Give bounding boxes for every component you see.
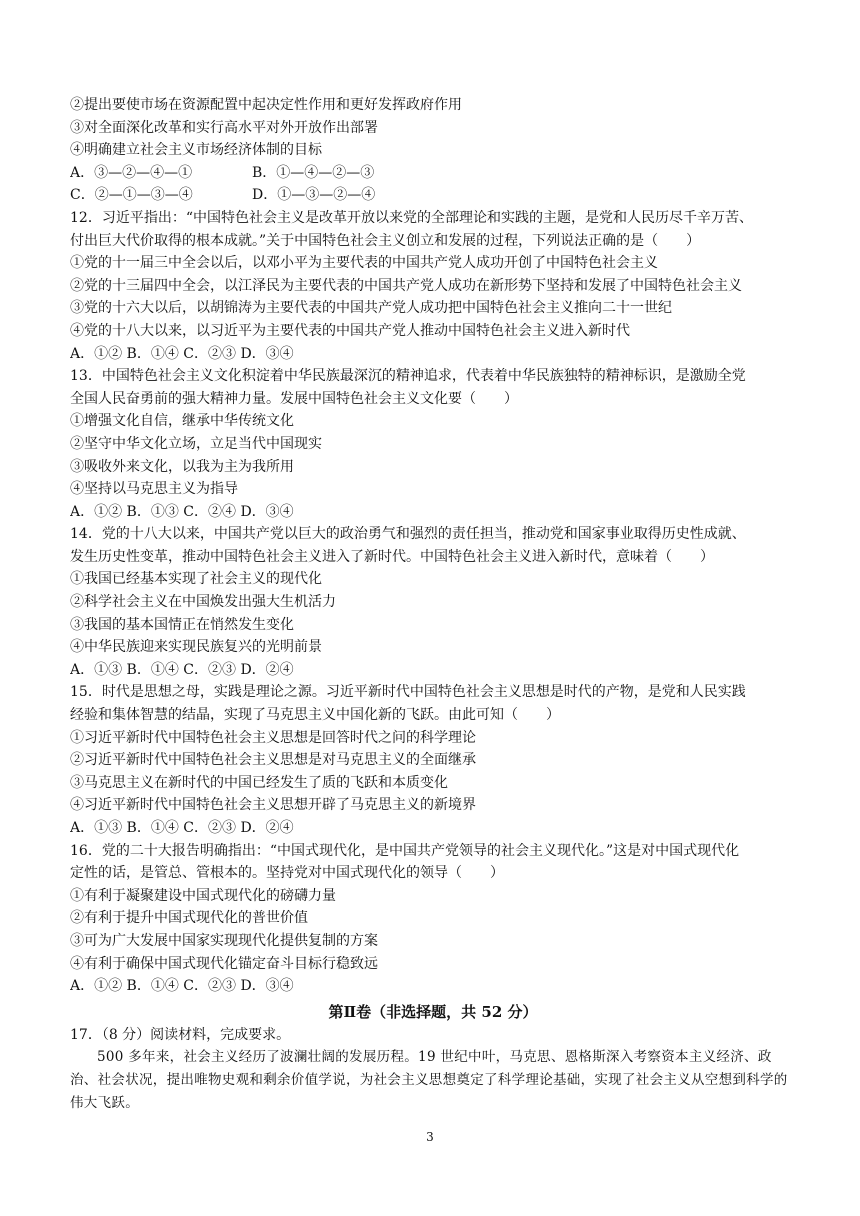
q15-item-4: ④习近平新时代中国特色社会主义思想开辟了马克思主义的新境界 <box>70 797 476 814</box>
q16-item-1: ①有利于凝聚建设中国式现代化的磅礴力量 <box>70 887 336 904</box>
q12-stem-line-2: 付出巨大代价取得的根本成就。”关于中国特色社会主义创立和发展的过程，下列说法正确的是（ ） <box>70 232 701 249</box>
q11-options-row-1 <box>70 162 796 185</box>
q15-stem-line-1: 15．时代是思想之母，实践是理论之源。习近平新时代中国特色社会主义思想是时代的产物，是党和人民实践 <box>70 684 746 701</box>
q14-item-4: ④中华民族迎来实现民族复兴的光明前景 <box>70 639 322 656</box>
q13-item-1: ①增强文化自信，继承中华传统文化 <box>70 413 294 430</box>
q11-item-3: ③对全面深化改革和实行高水平对外开放作出部署 <box>70 119 378 136</box>
q14-item-3: ③我国的基本国情正在悄然发生变化 <box>70 616 294 633</box>
q16-stem-line-1: 16．党的二十大报告明确指出：“中国式现代化，是中国共产党领导的社会主义现代化。”这是对中国式现代化 <box>70 842 740 859</box>
q14-item-1: ①我国已经基本实现了社会主义的现代化 <box>70 571 322 588</box>
q13-stem-line-1: 13．中国特色社会主义文化积淀着中华民族最深沉的精神追求，代表着中华民族独特的精神标识，是激励全党 <box>70 368 746 385</box>
q17-material-paragraph: 500 多年来，社会主义经历了波澜壮阔的发展历程。19 世纪中叶，马克思、恩格斯深入考察资本主义经济、政治、社会状况，提出唯物史观和剩余价值学说，为社会主义思想奠定了科学理论基础，实现了社会主义从空想到科学的伟大飞跃。 <box>70 1049 788 1112</box>
q16-item-4: ④有利于确保中国式现代化锚定奋斗目标行稳致远 <box>70 955 378 972</box>
q13-item-2: ②坚守中华文化立场，立足当代中国现实 <box>70 435 322 452</box>
q12-item-2: ②党的十三届四中全会，以江泽民为主要代表的中国共产党人成功在新形势下坚持和发展了中国特色社会主义 <box>70 277 742 294</box>
q12-item-4: ④党的十八大以来，以习近平为主要代表的中国共产党人推动中国特色社会主义进入新时代 <box>70 322 630 339</box>
q11-options-row-2 <box>70 184 796 207</box>
q14-item-2: ②科学社会主义在中国焕发出强大生机活力 <box>70 594 336 611</box>
q13-item-4: ④坚持以马克思主义为指导 <box>70 481 238 498</box>
q15-options: A．①③ B．①④ C．②③ D．②④ <box>70 820 294 836</box>
q13-item-3: ③吸收外来文化，以我为主为我所用 <box>70 458 294 475</box>
q12-item-1: ①党的十一届三中全会以后，以邓小平为主要代表的中国共产党人成功开创了中国特色社会主义 <box>70 255 658 272</box>
q13-stem-line-2: 全国人民奋勇前的强大精神力量。发展中国特色社会主义文化要（ ） <box>70 390 518 407</box>
q14-stem-line-1: 14．党的十八大以来，中国共产党以巨大的政治勇气和强烈的责任担当，推动党和国家事业取得历史性成就、 <box>70 526 746 543</box>
q12-stem-line-1: 12．习近平指出：“中国特色社会主义是改革开放以来党的全部理论和实践的主题，是党和人民历尽千辛万苦、 <box>70 209 753 226</box>
q15-item-3: ③马克思主义在新时代的中国已经发生了质的飞跃和本质变化 <box>70 774 448 791</box>
q12-options: A．①② B．①④ C．②③ D．③④ <box>70 345 294 362</box>
q16-item-2: ②有利于提升中国式现代化的普世价值 <box>70 910 308 927</box>
q11-option-d: D．①—③—②—④ <box>252 187 376 204</box>
q11-item-4: ④明确建立社会主义市场经济体制的目标 <box>70 142 322 159</box>
q11-option-b: B．①—④—②—③ <box>252 164 375 181</box>
q13-options: A．①② B．①③ C．②④ D．③④ <box>70 503 294 520</box>
q11-item-2: ②提出要使市场在资源配置中起决定性作用和更好发挥政府作用 <box>70 97 462 113</box>
q16-stem-line-2: 定性的话，是管总、管根本的。坚持党对中国式现代化的领导（ ） <box>70 865 504 882</box>
q17-stem: 17．（8 分）阅读材料，完成要求。 <box>70 1026 291 1043</box>
section-title: 第Ⅱ卷（非选择题，共 52 分） <box>328 1002 538 1021</box>
q15-item-1: ①习近平新时代中国特色社会主义思想是回答时代之问的科学理论 <box>70 729 476 746</box>
q11-option-a: A．③—②—④—① <box>70 164 193 181</box>
q15-item-2: ②习近平新时代中国特色社会主义思想是对马克思主义的全面继承 <box>70 752 476 769</box>
page-number: 3 <box>426 1130 434 1144</box>
q16-item-3: ③可为广大发展中国家实现现代化提供复制的方案 <box>70 932 378 949</box>
q14-stem-line-2: 发生历史性变革，推动中国特色社会主义进入了新时代。中国特色社会主义进入新时代，意味着（ ） <box>70 548 714 565</box>
q16-options: A．①② B．①④ C．②③ D．③④ <box>70 978 294 995</box>
q14-options: A．①③ B．①④ C．②③ D．②④ <box>70 661 294 678</box>
q12-item-3: ③党的十六大以后，以胡锦涛为主要代表的中国共产党人成功把中国特色社会主义推向二十一世纪 <box>70 300 672 317</box>
page-content <box>70 94 796 1115</box>
q15-stem-line-2: 经验和集体智慧的结晶，实现了马克思主义中国化新的飞跃。由此可知（ ） <box>70 707 560 724</box>
q11-option-c: C．②—①—③—④ <box>70 187 193 204</box>
